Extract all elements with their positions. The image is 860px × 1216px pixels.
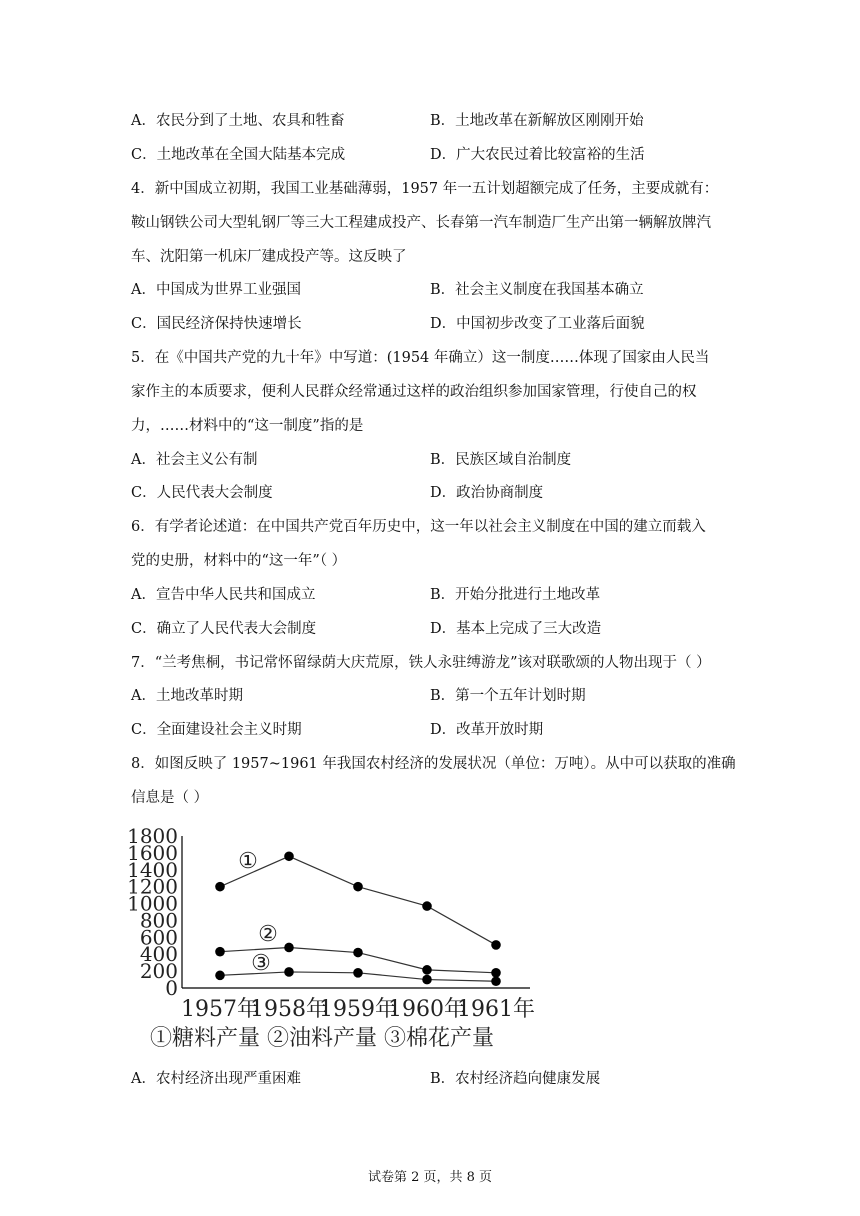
q5-option-b: B．民族区域自治制度 (430, 452, 572, 468)
x-tick-label: 1960年 (388, 997, 466, 1022)
series-label-2: ② (258, 922, 278, 947)
data-point (422, 975, 432, 985)
q8-stem-line-1: 8．如图反映了 1957~1961 年我国农村经济的发展状况（单位：万吨）。从中可以获取的准确 (131, 756, 736, 772)
data-point (353, 948, 363, 958)
data-point (422, 901, 432, 911)
q8-option-b: B．农村经济趋向健康发展 (430, 1071, 601, 1087)
q6-stem-line-2: 党的史册，材料中的“这一年”（ ） (131, 553, 347, 569)
x-tick-label: 1959年 (319, 997, 397, 1022)
q6-option-c: C．确立了人民代表大会制度 (131, 621, 317, 637)
q8-option-a: A．农村经济出现严重困难 (131, 1071, 301, 1087)
q6-stem-line-1: 6．有学者论述道：在中国共产党百年历史中，这一年以社会主义制度在中国的建立而载入 (131, 519, 706, 535)
q6-option-d: D．基本上完成了三大改造 (430, 621, 602, 637)
data-point (491, 968, 501, 978)
y-tick-label: 800 (139, 908, 178, 933)
q5-option-a: A．社会主义公有制 (131, 452, 258, 468)
q4-option-c: C．国民经济保持快速增长 (131, 316, 302, 332)
y-tick-label: 400 (139, 942, 178, 967)
q3-option-a: A．农民分到了土地、农具和牲畜 (131, 113, 345, 129)
q5-stem-line-3: 力，……材料中的“这一制度”指的是 (131, 418, 364, 434)
q5-stem-line-2: 家作主的本质要求，便利人民群众经常通过这样的政治组织参加国家管理，行使自己的权 (131, 384, 697, 400)
q7-option-d: D．改革开放时期 (430, 722, 544, 738)
q4-stem-line-1: 4．新中国成立初期，我国工业基础薄弱，1957 年一五计划超额完成了任务，主要成就有： (131, 181, 719, 197)
y-tick-label: 1200 (127, 874, 178, 899)
q3-option-b: B．土地改革在新解放区刚刚开始 (430, 113, 644, 129)
q6-option-a: A．宣告中华人民共和国成立 (131, 587, 316, 603)
x-tick-label: 1957年 (181, 997, 259, 1022)
q6-option-b: B．开始分批进行土地改革 (430, 587, 601, 603)
chart-axes (182, 836, 530, 988)
data-point (422, 965, 432, 975)
page-footer: 试卷第 2 页，共 8 页 (367, 1170, 493, 1185)
q4-option-a: A．中国成为世界工业强国 (131, 282, 301, 298)
q4-option-b: B．社会主义制度在我国基本确立 (430, 282, 644, 298)
data-point (353, 968, 363, 978)
y-tick-label: 200 (139, 959, 178, 984)
data-point (215, 971, 225, 981)
series-label-3: ③ (251, 951, 271, 976)
data-point (353, 882, 363, 892)
rural-economy-line-chart (118, 820, 548, 1060)
data-point (284, 851, 294, 861)
chart-legend: ①糖料产量 ②油料产量 ③棉花产量 (150, 1026, 494, 1051)
q7-option-c: C．全面建设社会主义时期 (131, 722, 302, 738)
q7-option-a: A．土地改革时期 (131, 688, 243, 704)
y-tick-label: 600 (139, 925, 178, 950)
q5-option-d: D．政治协商制度 (430, 485, 544, 501)
data-point (215, 947, 225, 957)
q4-stem-line-3: 车、沈阳第一机床厂建成投产等。这反映了 (131, 249, 407, 265)
y-tick-label: 0 (165, 976, 178, 1000)
data-point (491, 976, 501, 986)
q5-stem-line-1: 5．在《中国共产党的九十年》中写道：(1954 年确立）这一制度……体现了国家由人民当 (131, 350, 710, 366)
data-point (215, 882, 225, 892)
series-labels (238, 849, 278, 976)
data-point (284, 943, 294, 953)
y-tick-label: 1000 (127, 891, 178, 916)
q7-stem-line-1: 7．“兰考焦桐，书记常怀留绿荫大庆荒原，铁人永驻缚游龙”该对联歌颂的人物出现于（ ） (131, 655, 711, 671)
series-label-1: ① (238, 849, 258, 874)
x-tick-label: 1958年 (250, 997, 328, 1022)
y-tick-label: 1600 (127, 840, 178, 865)
y-tick-labels (127, 824, 178, 1000)
q3-option-d: D．广大农民过着比较富裕的生活 (430, 147, 645, 163)
q4-stem-line-2: 鞍山钢铁公司大型轧钢厂等三大工程建成投产、长春第一汽车制造厂生产出第一辆解放牌汽 (131, 215, 711, 231)
x-tick-labels (181, 997, 535, 1022)
q7-option-b: B．第一个五年计划时期 (430, 688, 586, 704)
x-tick-label: 1961年 (457, 997, 535, 1022)
data-point (491, 940, 501, 950)
q4-option-d: D．中国初步改变了工业落后面貌 (430, 316, 645, 332)
data-point (284, 967, 294, 977)
q8-stem-line-2: 信息是（ ） (131, 790, 209, 806)
q5-option-c: C．人民代表大会制度 (131, 485, 273, 501)
y-tick-label: 1800 (127, 824, 178, 848)
y-tick-label: 1400 (127, 857, 178, 882)
q3-option-c: C．土地改革在全国大陆基本完成 (131, 147, 346, 163)
